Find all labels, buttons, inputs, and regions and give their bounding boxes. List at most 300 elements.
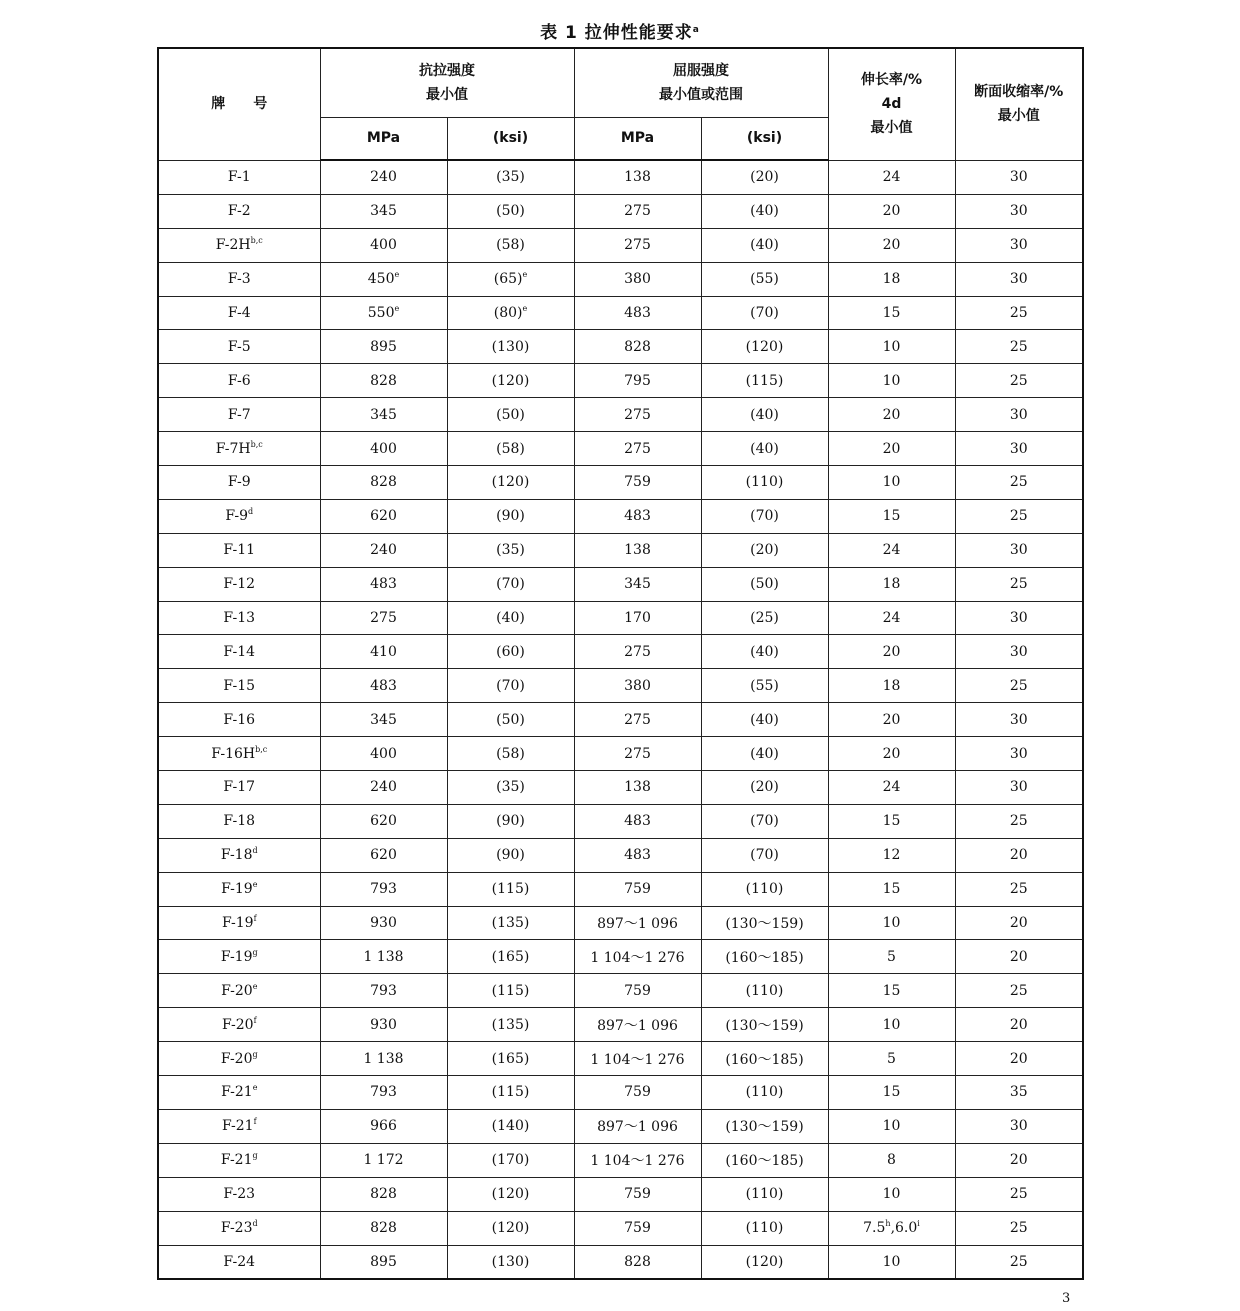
grade-cell — [158, 669, 320, 703]
yield-ksi-cell — [701, 872, 828, 906]
yield-ksi-cell — [701, 499, 828, 533]
tensile-ksi-cell-value: (50) — [496, 711, 525, 728]
yield-mpa-cell — [574, 466, 701, 500]
yield-ksi-cell-value: (70) — [750, 508, 779, 525]
reduction-cell-value: 30 — [1009, 711, 1028, 728]
reduction-cell — [955, 533, 1083, 567]
tensile-ksi-cell-value: (90) — [496, 508, 525, 525]
reduction-cell — [955, 567, 1083, 601]
yield-mpa-cell — [574, 1109, 701, 1143]
table-row — [158, 262, 1083, 296]
reduction-cell-value: 30 — [1009, 440, 1028, 457]
yield-mpa-cell — [574, 398, 701, 432]
grade-cell-value: F-7H — [215, 440, 251, 457]
table-row — [158, 703, 1083, 737]
footnote-marker: g — [252, 947, 258, 957]
header-tensile-mpa: MPa — [320, 117, 447, 160]
elongation-cell-value: 18 — [882, 271, 901, 288]
footnote-marker: g — [252, 1049, 258, 1059]
yield-ksi-cell-value: (160～185) — [725, 1051, 804, 1068]
yield-ksi-cell — [701, 330, 828, 364]
elongation-cell-value: 24 — [882, 610, 901, 627]
reduction-cell — [955, 771, 1083, 805]
yield-ksi-cell-value: (70) — [750, 305, 779, 321]
grade-cell — [158, 228, 320, 262]
tensile-ksi-cell — [447, 398, 574, 432]
reduction-cell — [955, 296, 1083, 330]
table-row — [158, 1177, 1083, 1211]
tensile-mpa-cell — [320, 669, 447, 703]
tensile-ksi-cell — [447, 1177, 574, 1211]
yield-mpa-cell — [574, 601, 701, 635]
grade-cell-value: F-16H — [211, 745, 256, 762]
yield-ksi-cell — [701, 1109, 828, 1143]
yield-ksi-cell-value: (40) — [750, 745, 779, 762]
tensile-ksi-cell — [447, 1245, 574, 1279]
tensile-mpa-cell-value: 620 — [370, 508, 397, 525]
tensile-ksi-cell-value: (90) — [496, 813, 525, 830]
reduction-cell-value: 20 — [1009, 915, 1028, 932]
reduction-cell-value: 30 — [1009, 406, 1028, 423]
grade-cell-value: F-23 — [220, 1220, 253, 1237]
yield-mpa-cell — [574, 160, 701, 194]
yield-ksi-cell — [701, 1211, 828, 1245]
yield-mpa-cell-value: 897～1 096 — [597, 1017, 678, 1034]
yield-ksi-cell-value: (50) — [750, 576, 779, 593]
tensile-ksi-cell-value: (50) — [496, 406, 525, 423]
reduction-cell — [955, 601, 1083, 635]
elongation-cell — [828, 1245, 955, 1279]
reduction-cell-value: 20 — [1009, 1152, 1028, 1169]
reduction-cell — [955, 872, 1083, 906]
yield-mpa-cell — [574, 804, 701, 838]
tensile-mpa-cell-value: 240 — [370, 542, 397, 559]
tensile-mpa-cell — [320, 296, 447, 330]
yield-ksi-cell-value: (55) — [750, 271, 779, 288]
yield-mpa-cell-value: 483 — [624, 508, 651, 525]
footnote-marker: b,c — [255, 744, 268, 754]
footnote-marker: e — [522, 270, 528, 280]
yield-mpa-cell — [574, 838, 701, 872]
yield-ksi-cell — [701, 262, 828, 296]
tensile-mpa-cell — [320, 974, 447, 1008]
tensile-mpa-cell — [320, 330, 447, 364]
reduction-cell-value: 20 — [1009, 948, 1028, 965]
yield-mpa-cell — [574, 872, 701, 906]
reduction-cell — [955, 838, 1083, 872]
grade-cell — [158, 906, 320, 940]
table-row — [158, 194, 1083, 228]
yield-ksi-cell-value: (110) — [745, 1220, 784, 1237]
yield-ksi-cell-value: (70) — [750, 813, 779, 830]
grade-cell — [158, 872, 320, 906]
tensile-mpa-cell — [320, 533, 447, 567]
tensile-ksi-cell-value: (60) — [496, 643, 525, 660]
yield-ksi-cell — [701, 533, 828, 567]
reduction-cell-value: 25 — [1009, 338, 1028, 355]
tensile-ksi-cell — [447, 194, 574, 228]
tensile-mpa-cell — [320, 466, 447, 500]
reduction-cell-value: 30 — [1009, 169, 1028, 186]
grade-cell-value: F-9 — [225, 508, 249, 525]
tensile-ksi-cell — [447, 1076, 574, 1110]
reduction-cell-value: 25 — [1009, 305, 1028, 321]
elongation-cell-value: 10 — [882, 372, 901, 389]
elongation-cell-value: 5 — [887, 948, 896, 965]
grade-cell — [158, 567, 320, 601]
table-row — [158, 940, 1083, 974]
tensile-mpa-cell-value: 400 — [370, 440, 397, 457]
footnote-marker: d — [248, 507, 254, 517]
yield-ksi-cell — [701, 838, 828, 872]
reduction-cell — [955, 804, 1083, 838]
yield-ksi-cell — [701, 1177, 828, 1211]
tensile-mpa-cell — [320, 804, 447, 838]
elongation-cell — [828, 533, 955, 567]
tensile-ksi-cell — [447, 906, 574, 940]
yield-mpa-cell-value: 759 — [624, 982, 651, 999]
yield-mpa-cell — [574, 1143, 701, 1177]
yield-ksi-cell-value: (120) — [745, 338, 784, 355]
grade-cell-value: F-21 — [221, 1084, 253, 1101]
elongation-cell-value: 10 — [882, 1016, 901, 1033]
yield-ksi-cell-value: (130～159) — [725, 1017, 804, 1034]
yield-mpa-cell — [574, 262, 701, 296]
yield-mpa-cell-value: 759 — [624, 1186, 651, 1203]
table-row — [158, 1143, 1083, 1177]
yield-mpa-cell-value: 138 — [624, 779, 651, 796]
elongation-cell-value: ,6.0 — [890, 1220, 918, 1237]
table-row — [158, 432, 1083, 466]
grade-cell — [158, 601, 320, 635]
reduction-cell-value: 30 — [1009, 271, 1028, 288]
grade-cell — [158, 499, 320, 533]
yield-ksi-cell-value: (40) — [750, 643, 779, 660]
yield-mpa-cell — [574, 703, 701, 737]
elongation-cell-value: 20 — [882, 440, 901, 457]
table-body — [158, 160, 1083, 1279]
reduction-cell-value: 25 — [1009, 677, 1028, 694]
tensile-mpa-cell — [320, 1211, 447, 1245]
elongation-cell-value: 10 — [882, 1118, 901, 1135]
tensile-mpa-cell-value: 1 138 — [363, 1050, 404, 1067]
tensile-ksi-cell-value: (58) — [496, 745, 525, 762]
elongation-cell-value: 10 — [882, 338, 901, 355]
yield-mpa-cell-value: 275 — [624, 203, 651, 220]
yield-mpa-cell-value: 828 — [624, 338, 651, 355]
tensile-ksi-cell — [447, 330, 574, 364]
elongation-cell-value: 12 — [882, 847, 901, 864]
yield-mpa-cell — [574, 1211, 701, 1245]
reduction-cell — [955, 330, 1083, 364]
reduction-cell-value: 20 — [1009, 847, 1028, 864]
tensile-ksi-cell-value: (35) — [496, 169, 525, 186]
grade-cell — [158, 466, 320, 500]
tensile-ksi-cell — [447, 160, 574, 194]
grade-cell-value: F-2 — [227, 203, 251, 220]
elongation-cell-value: 10 — [882, 1186, 901, 1203]
tensile-ksi-cell-value: (70) — [496, 576, 525, 593]
yield-ksi-cell — [701, 432, 828, 466]
reduction-cell-value: 20 — [1009, 1050, 1028, 1067]
tensile-ksi-cell-value: (135) — [491, 915, 530, 932]
reduction-cell-value: 30 — [1009, 237, 1028, 254]
grade-cell-value: F-11 — [223, 542, 256, 559]
tensile-ksi-cell-value: (130) — [491, 338, 530, 355]
tensile-ksi-cell-value: (165) — [491, 1050, 530, 1067]
yield-ksi-cell — [701, 974, 828, 1008]
yield-ksi-cell-value: (130～159) — [725, 916, 804, 933]
yield-ksi-cell — [701, 804, 828, 838]
page-number: 3 — [1062, 1291, 1071, 1306]
footnote-marker: d — [252, 846, 258, 856]
tensile-ksi-cell-value: (90) — [496, 847, 525, 864]
tensile-mpa-cell-value: 400 — [370, 745, 397, 762]
elongation-cell-value: 5 — [887, 1050, 896, 1067]
tensile-mpa-cell — [320, 1143, 447, 1177]
yield-ksi-cell — [701, 1008, 828, 1042]
tensile-ksi-cell — [447, 432, 574, 466]
elongation-cell — [828, 1109, 955, 1143]
yield-ksi-cell-value: (55) — [750, 677, 779, 694]
tensile-mpa-cell-value: 483 — [370, 576, 397, 593]
grade-cell-value: F-15 — [223, 677, 256, 694]
tensile-ksi-cell-value: (35) — [496, 542, 525, 559]
grade-cell-value: F-14 — [223, 643, 256, 660]
tensile-mpa-cell-value: 895 — [370, 1253, 397, 1270]
yield-mpa-cell-value: 828 — [624, 1253, 651, 1270]
grade-cell — [158, 635, 320, 669]
elongation-cell-value: 15 — [882, 1084, 901, 1101]
grade-cell — [158, 737, 320, 771]
tensile-ksi-cell-value: (135) — [491, 1016, 530, 1033]
table-row — [158, 974, 1083, 1008]
yield-mpa-cell — [574, 940, 701, 974]
reduction-cell — [955, 737, 1083, 771]
yield-ksi-cell — [701, 771, 828, 805]
grade-cell-value: F-19 — [220, 948, 253, 965]
yield-mpa-cell — [574, 330, 701, 364]
yield-ksi-cell — [701, 703, 828, 737]
yield-mpa-cell-value: 275 — [624, 711, 651, 728]
tensile-ksi-cell — [447, 838, 574, 872]
yield-mpa-cell — [574, 1177, 701, 1211]
table-row — [158, 635, 1083, 669]
grade-cell — [158, 1177, 320, 1211]
elongation-cell-value: 15 — [882, 305, 901, 321]
yield-mpa-cell-value: 380 — [624, 271, 651, 288]
yield-ksi-cell-value: (160～185) — [725, 949, 804, 966]
tensile-mpa-cell-value: 828 — [370, 474, 397, 491]
elongation-cell — [828, 771, 955, 805]
reduction-cell-value: 30 — [1009, 643, 1028, 660]
yield-mpa-cell-value: 380 — [624, 677, 651, 694]
elongation-cell — [828, 262, 955, 296]
grade-cell — [158, 1109, 320, 1143]
yield-mpa-cell — [574, 499, 701, 533]
yield-ksi-cell — [701, 466, 828, 500]
tensile-ksi-cell-value: (50) — [496, 203, 525, 220]
tensile-mpa-cell-value: 240 — [370, 779, 397, 796]
tensile-ksi-cell — [447, 262, 574, 296]
tensile-ksi-cell — [447, 228, 574, 262]
reduction-cell — [955, 1245, 1083, 1279]
table-row — [158, 499, 1083, 533]
footnote-marker: e — [252, 1083, 258, 1093]
yield-mpa-cell-value: 275 — [624, 440, 651, 457]
footnote-marker: f — [253, 1015, 257, 1025]
tensile-mpa-cell — [320, 228, 447, 262]
elongation-cell — [828, 398, 955, 432]
yield-ksi-cell — [701, 906, 828, 940]
reduction-cell — [955, 1076, 1083, 1110]
elongation-cell — [828, 194, 955, 228]
tensile-ksi-cell-value: (115) — [491, 1084, 530, 1101]
grade-cell-value: F-20 — [221, 982, 253, 999]
yield-ksi-cell-value: (110) — [745, 474, 784, 491]
reduction-cell — [955, 1109, 1083, 1143]
tensile-ksi-cell-value: (40) — [496, 610, 525, 627]
yield-ksi-cell — [701, 1143, 828, 1177]
grade-cell-value: F-7 — [227, 406, 251, 423]
tensile-mpa-cell — [320, 1042, 447, 1076]
yield-mpa-cell-value: 1 104～1 276 — [590, 1051, 685, 1068]
yield-ksi-cell — [701, 635, 828, 669]
elongation-cell-value: 20 — [882, 745, 901, 762]
table-row — [158, 771, 1083, 805]
elongation-cell — [828, 1177, 955, 1211]
yield-ksi-cell — [701, 940, 828, 974]
grade-cell — [158, 1008, 320, 1042]
tensile-mpa-cell-value: 400 — [370, 237, 397, 254]
tensile-mpa-cell — [320, 1076, 447, 1110]
yield-mpa-cell-value: 275 — [624, 745, 651, 762]
grade-cell — [158, 194, 320, 228]
tensile-mpa-cell — [320, 635, 447, 669]
elongation-cell-value: 24 — [882, 542, 901, 559]
yield-mpa-cell-value: 897～1 096 — [597, 1119, 678, 1136]
grade-cell-value: F-12 — [223, 576, 256, 593]
yield-mpa-cell-value: 483 — [624, 813, 651, 830]
reduction-cell — [955, 635, 1083, 669]
yield-mpa-cell — [574, 1042, 701, 1076]
yield-ksi-cell-value: (110) — [745, 982, 784, 999]
yield-mpa-cell-value: 483 — [624, 305, 651, 321]
yield-mpa-cell — [574, 1245, 701, 1279]
elongation-cell-value: 20 — [882, 237, 901, 254]
tensile-mpa-cell-value: 966 — [370, 1118, 397, 1135]
tensile-ksi-cell — [447, 940, 574, 974]
footnote-marker: a — [692, 25, 700, 35]
tensile-mpa-cell-value: 930 — [370, 915, 397, 932]
yield-mpa-cell-value: 759 — [624, 474, 651, 491]
table-row — [158, 1008, 1083, 1042]
footnote-marker: e — [252, 981, 258, 991]
reduction-cell — [955, 466, 1083, 500]
table-row — [158, 160, 1083, 194]
yield-ksi-cell — [701, 364, 828, 398]
elongation-cell — [828, 1008, 955, 1042]
yield-mpa-cell-value: 275 — [624, 237, 651, 254]
grade-cell — [158, 364, 320, 398]
tensile-mpa-cell — [320, 906, 447, 940]
reduction-cell — [955, 1211, 1083, 1245]
tensile-ksi-cell — [447, 1211, 574, 1245]
reduction-cell — [955, 364, 1083, 398]
yield-mpa-cell — [574, 228, 701, 262]
grade-cell-value: F-4 — [227, 305, 251, 321]
tensile-mpa-cell-value: 483 — [370, 677, 397, 694]
tensile-mpa-cell-value: 240 — [370, 169, 397, 186]
grade-cell-value: F-5 — [227, 338, 251, 355]
grade-cell-value: F-19 — [221, 881, 253, 898]
table-row — [158, 533, 1083, 567]
elongation-cell-value: 20 — [882, 711, 901, 728]
elongation-cell — [828, 228, 955, 262]
table-row — [158, 838, 1083, 872]
tensile-requirements-table — [157, 47, 1084, 1280]
header-elongation: 伸长率/% 4d 最小值 — [828, 48, 955, 160]
grade-cell — [158, 262, 320, 296]
yield-mpa-cell-value: 795 — [624, 372, 651, 389]
table-row — [158, 330, 1083, 364]
elongation-cell — [828, 567, 955, 601]
table-row — [158, 872, 1083, 906]
yield-mpa-cell-value: 170 — [624, 610, 651, 627]
table-row — [158, 398, 1083, 432]
elongation-cell — [828, 906, 955, 940]
grade-cell — [158, 296, 320, 330]
footnote-marker: f — [253, 914, 257, 924]
tensile-mpa-cell-value: 410 — [370, 643, 397, 660]
elongation-cell-value: 20 — [882, 406, 901, 423]
reduction-cell — [955, 974, 1083, 1008]
footnote-marker: d — [252, 1219, 258, 1229]
yield-ksi-cell — [701, 567, 828, 601]
grade-cell-value: F-23 — [223, 1186, 256, 1203]
elongation-cell — [828, 737, 955, 771]
reduction-cell — [955, 499, 1083, 533]
tensile-ksi-cell-value: (165) — [491, 948, 530, 965]
yield-ksi-cell — [701, 160, 828, 194]
yield-ksi-cell-value: (70) — [750, 847, 779, 864]
yield-mpa-cell-value: 1 104～1 276 — [590, 1153, 685, 1170]
header-reduction-of-area: 断面收缩率/% 最小值 — [955, 48, 1083, 160]
grade-cell-value: F-21 — [220, 1152, 253, 1169]
tensile-ksi-cell-value: (115) — [491, 982, 530, 999]
elongation-cell — [828, 669, 955, 703]
grade-cell-value: F-16 — [223, 711, 256, 728]
tensile-mpa-cell-value: 620 — [370, 813, 397, 830]
table-row — [158, 1245, 1083, 1279]
footnote-marker: e — [252, 880, 258, 890]
yield-ksi-cell-value: (40) — [750, 440, 779, 457]
tensile-ksi-cell-value: (120) — [491, 1186, 530, 1203]
tensile-mpa-cell — [320, 940, 447, 974]
grade-cell-value: F-20 — [220, 1050, 253, 1067]
tensile-ksi-cell-value: (140) — [491, 1118, 530, 1135]
yield-ksi-cell-value: (20) — [750, 779, 779, 796]
table-row — [158, 906, 1083, 940]
yield-mpa-cell-value: 759 — [624, 1220, 651, 1237]
tensile-mpa-cell — [320, 737, 447, 771]
grade-cell — [158, 974, 320, 1008]
tensile-ksi-cell-value: (65) — [493, 271, 523, 288]
tensile-ksi-cell-value: (58) — [496, 440, 525, 457]
yield-ksi-cell-value: (120) — [745, 1253, 784, 1270]
tensile-mpa-cell — [320, 703, 447, 737]
elongation-cell — [828, 330, 955, 364]
